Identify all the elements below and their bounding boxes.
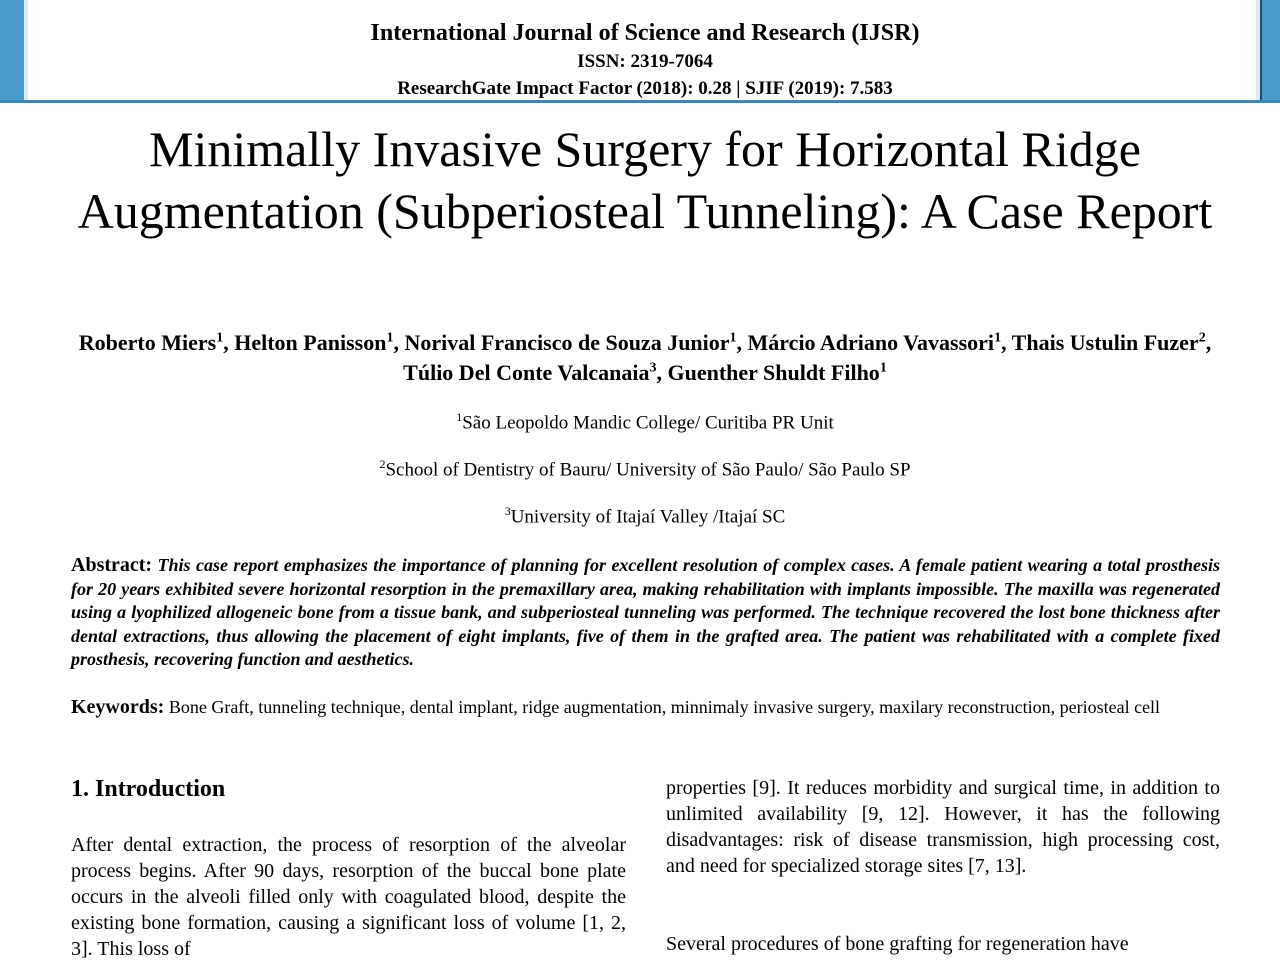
author-affiliation-mark: 3 (649, 360, 657, 376)
keywords (71, 696, 1220, 720)
author-affiliation-mark: 1 (994, 330, 1002, 346)
header-rule (0, 100, 1280, 103)
author-separator: , (1205, 330, 1212, 355)
author-name: Túlio Del Conte Valcanaia (403, 360, 650, 385)
author-affiliation-mark: 1 (879, 360, 887, 376)
affiliation-text: School of Dentistry of Bauru/ University of São Paulo/ São Paulo SP (385, 459, 911, 481)
author-name: Roberto Miers (78, 330, 217, 355)
author-separator: , (1001, 330, 1012, 355)
journal-name: International Journal of Science and Research (IJSR) (370, 20, 920, 46)
journal-header (0, 0, 1280, 104)
author-separator: , (656, 360, 668, 385)
abstract (71, 554, 1220, 672)
keywords-text: Bone Graft, tunneling technique, dental implant, ridge augmentation, minnimaly invasive surgery, maxilary reconstruction, periosteal cell (168, 697, 1161, 717)
author-affiliation-mark: 1 (729, 330, 737, 346)
intro-paragraph-left: After dental extraction, the process of resorption of the alveolar process begins. After 90 days, resorption of the buccal bone plate occurs in the alveoli filled only with coagulated blood, despite the existing bone formation, causing a significant loss of volume [1, 2, 3]. This loss of (71, 834, 626, 960)
affiliation-mark: 1 (456, 410, 463, 424)
affiliation-text: São Leopoldo Mandic College/ Curitiba PR Unit (462, 412, 834, 434)
keywords-label: Keywords: (71, 696, 165, 718)
intro-paragraph-right-2: Several procedures of bone grafting for regeneration have (666, 933, 1129, 955)
journal-impact-factor: ResearchGate Impact Factor (2018): 0.28 | SJIF (2019): 7.583 (397, 78, 893, 99)
author-name: Thais Ustulin Fuzer (1011, 330, 1199, 355)
author-name: Guenther Shuldt Filho (667, 360, 880, 385)
paper-title: Minimally Invasive Surgery for Horizontal Ridge Augmentation (Subperiosteal Tunneling): A Case Report (77, 121, 1213, 239)
author-separator: , (223, 330, 235, 355)
abstract-text: This case report emphasizes the importance of planning for excellent resolution of complex cases. A female patient wearing a total prosthesis for 20 years exhibited severe horizontal resorption in the premaxillary area, making rehabilitation with implants impossible. The maxilla was regenerated using a lyophilized allogeneic bone from a tissue bank, and subperiosteal tunneling was performed. The technique recovered the lost bone thickness after dental extractions, thus allowing the placement of eight implants, five of them in the grafted area. The patient was rehabilitated with a complete fixed prosthesis, recovering function and aesthetics. (71, 555, 1221, 670)
author-affiliation-mark: 1 (386, 330, 394, 346)
author-affiliation-mark: 2 (1198, 330, 1206, 346)
abstract-label: Abstract: (71, 554, 153, 576)
affiliation-3 (0, 504, 1280, 528)
author-name: Helton Panisson (234, 330, 387, 355)
affiliation-1 (0, 410, 1280, 434)
author-list (70, 328, 1220, 388)
author-name: Norival Francisco de Souza Junior (404, 330, 730, 355)
author-name: Márcio Adriano Vavassori (747, 330, 995, 355)
author-separator: , (393, 330, 405, 355)
intro-paragraph-right-1: properties [9]. It reduces morbidity and surgical time, in addition to unlimited availability [9, 12]. However, it has the following disadvantages: risk of disease transmission, high processing cost, and need for specialized storage sites [7, 13]. (666, 777, 1220, 877)
affiliation-text: University of Itajaí Valley /Itajaí SC (510, 506, 786, 528)
author-affiliation-mark: 1 (216, 330, 224, 346)
section-heading-introduction: 1. Introduction (71, 776, 226, 802)
author-separator: , (736, 330, 748, 355)
affiliation-2 (0, 457, 1280, 481)
affiliation-mark: 2 (379, 457, 386, 471)
journal-issn: ISSN: 2319-7064 (577, 51, 713, 72)
affiliation-mark: 3 (504, 504, 511, 518)
